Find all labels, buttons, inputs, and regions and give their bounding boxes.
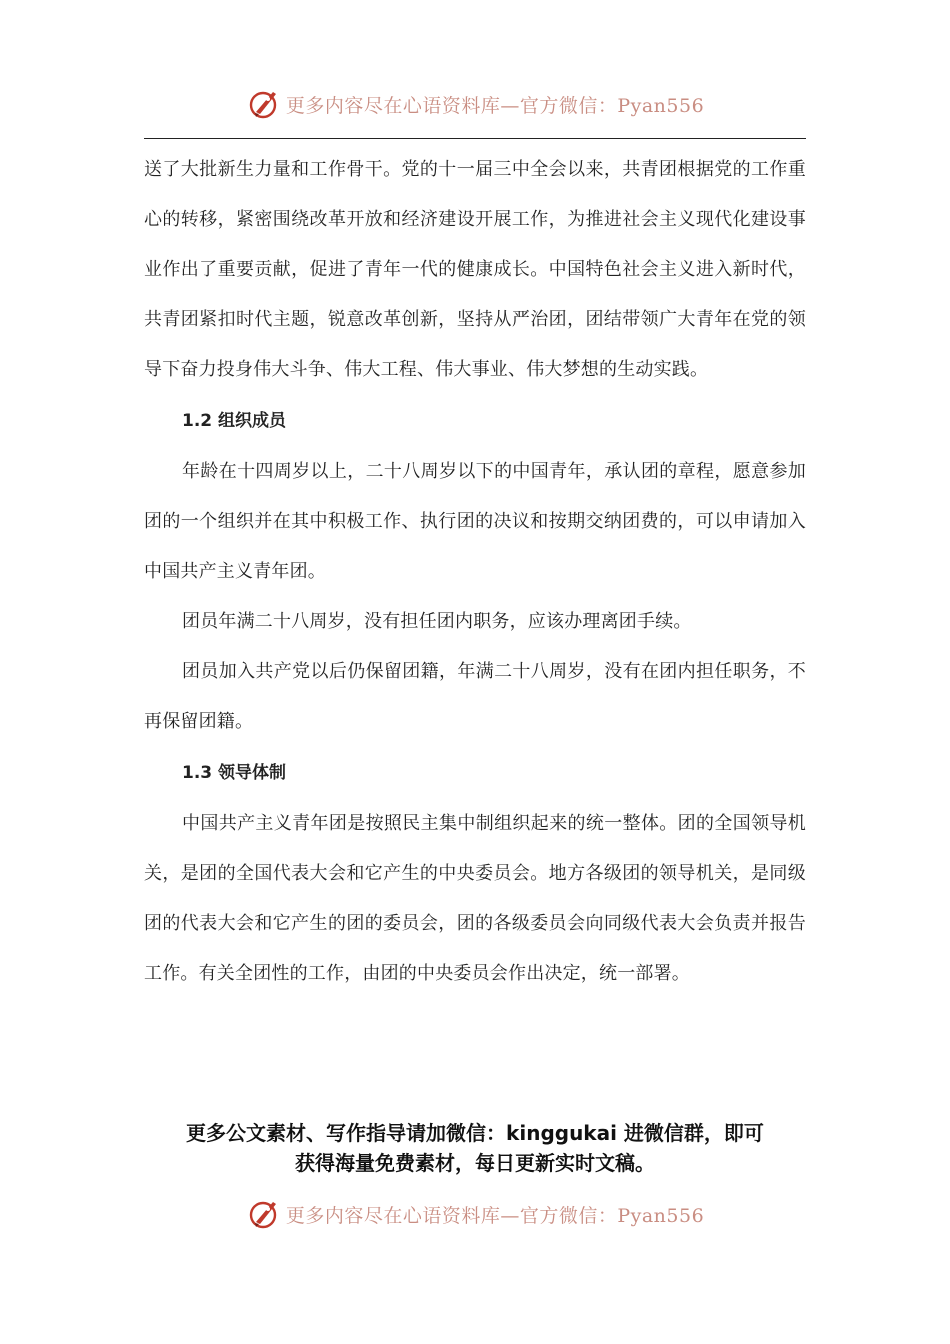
promo-note [140,1118,810,1178]
header-divider [144,138,806,139]
promo-line-1: 更多公文素材、写作指导请加微信：kinggukai 进微信群，即可 [186,1121,764,1145]
pen-circle-logo-icon [246,1196,282,1232]
body-paragraph: 团员年满二十八周岁，没有担任团内职务，应该办理离团手续。 [182,611,692,632]
section-heading-1-2: 1.2 组织成员 [182,411,287,431]
document-body [144,145,806,999]
header-watermark-text: 更多内容尽在心语资料库—官方微信：Pyan556 [285,94,705,117]
body-paragraph: 中国共产主义青年团是按照民主集中制组织起来的统一整体。团的全国领导机关，是团的全国代表大会和它产生的中央委员会。地方各级团的领导机关，是同级团的代表大会和它产生的团的委员会，团的各级委员会向同级代表大会负责并报告工作。有关全团性的工作，由团的中央委员会作出决定，统一部署。 [144,813,806,984]
body-paragraph: 团员加入共产党以后仍保留团籍，年满二十八周岁，没有在团内担任职务，不再保留团籍。 [144,661,806,732]
page-header [0,82,950,126]
section-heading-1-3: 1.3 领导体制 [182,763,287,783]
footer-watermark-text: 更多内容尽在心语资料库—官方微信：Pyan556 [285,1204,705,1227]
body-paragraph: 年龄在十四周岁以上，二十八周岁以下的中国青年，承认团的章程，愿意参加团的一个组织并在其中积极工作、执行团的决议和按期交纳团费的，可以申请加入中国共产主义青年团。 [144,461,806,582]
page-footer [0,1192,950,1236]
pen-circle-logo-icon [246,86,282,122]
body-paragraph: 送了大批新生力量和工作骨干。党的十一届三中全会以来，共青团根据党的工作重心的转移，紧密围绕改革开放和经济建设开展工作，为推进社会主义现代化建设事业作出了重要贡献，促进了青年一代的健康成长。中国特色社会主义进入新时代，共青团紧扣时代主题，锐意改革创新，坚持从严治团，团结带领广大青年在党的领导下奋力投身伟大斗争、伟大工程、伟大事业、伟大梦想的生动实践。 [144,159,806,380]
promo-line-2: 获得海量免费素材，每日更新实时文稿。 [295,1151,655,1175]
